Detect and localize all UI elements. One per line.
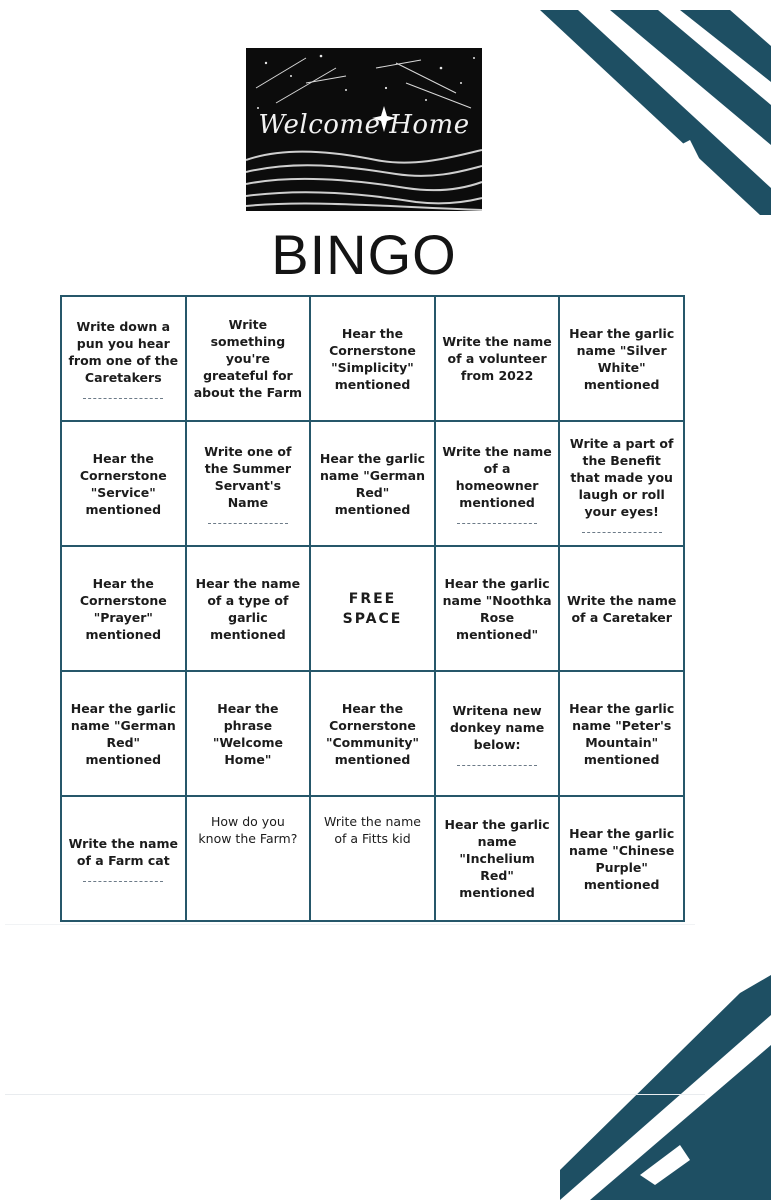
write-in-line bbox=[83, 398, 163, 399]
welcome-home-logo bbox=[246, 48, 482, 211]
scan-line bbox=[5, 1094, 705, 1095]
bingo-cell-text: Hear the Cornerstone "Service" mentioned bbox=[79, 450, 167, 517]
write-in-line bbox=[582, 532, 662, 533]
write-in-line bbox=[83, 881, 163, 882]
bingo-cell[interactable] bbox=[559, 671, 684, 796]
bingo-cell[interactable] bbox=[61, 546, 186, 671]
bingo-cell-text: Write something you're greateful for about the Farm bbox=[193, 317, 303, 400]
bingo-cell[interactable] bbox=[559, 421, 684, 546]
bingo-cell-text: Write a part of the Benefit that made you laugh or roll your eyes! bbox=[569, 435, 674, 519]
bingo-cell-text: Hear the phrase "Welcome Home" bbox=[212, 700, 283, 767]
bingo-cell[interactable] bbox=[310, 796, 435, 921]
bingo-cell[interactable] bbox=[559, 546, 684, 671]
brush-stroke-decoration-top bbox=[540, 10, 771, 215]
bingo-cell-text: Hear the garlic name "Inchelium Red" mentioned bbox=[444, 817, 550, 900]
bingo-cell[interactable] bbox=[61, 796, 186, 921]
bingo-cell-text: Hear the Cornerstone "Prayer" mentioned bbox=[79, 575, 167, 642]
bingo-cell[interactable] bbox=[186, 671, 311, 796]
logo-text: Welcome Home bbox=[258, 110, 470, 140]
bingo-board bbox=[60, 295, 685, 922]
bingo-cell[interactable] bbox=[435, 546, 560, 671]
bingo-cell[interactable] bbox=[186, 296, 311, 421]
bingo-cell-text: Write the name of a homeowner mentioned bbox=[442, 444, 552, 510]
bingo-cell[interactable] bbox=[61, 296, 186, 421]
bingo-cell-text: Hear the garlic name "Noothka Rose mentioned" bbox=[442, 575, 552, 642]
bingo-cell-text: Write the name of a Farm cat bbox=[68, 836, 178, 868]
bingo-cell[interactable] bbox=[310, 421, 435, 546]
bingo-cell-text: Hear the garlic name "German Red" mentioned bbox=[70, 700, 176, 767]
bingo-cell[interactable] bbox=[310, 671, 435, 796]
scan-line bbox=[5, 924, 695, 925]
bingo-cell-text: Write down a pun you hear from one of the Caretakers bbox=[68, 319, 179, 385]
bingo-cell-text: Write the name of a volunteer from 2022 bbox=[442, 334, 552, 383]
bingo-cell[interactable] bbox=[435, 421, 560, 546]
brush-stroke-decoration-bottom bbox=[560, 975, 771, 1200]
bingo-cell[interactable] bbox=[310, 296, 435, 421]
bingo-cell-text: Hear the name of a type of garlic mentioned bbox=[195, 575, 301, 642]
bingo-cell[interactable] bbox=[559, 796, 684, 921]
bingo-cell-text: Write one of the Summer Servant's Name bbox=[204, 444, 292, 510]
write-in-line bbox=[457, 523, 537, 524]
bingo-cell[interactable] bbox=[559, 296, 684, 421]
bingo-cell-text: Write the name of a Caretaker bbox=[567, 592, 677, 625]
bingo-cell[interactable] bbox=[435, 296, 560, 421]
bingo-cell[interactable] bbox=[61, 421, 186, 546]
bingo-cell-text: Hear the garlic name "Chinese Purple" mentioned bbox=[569, 825, 675, 892]
write-in-line bbox=[208, 523, 288, 524]
bingo-cell-text: Hear the Cornerstone "Community" mentioned bbox=[325, 700, 420, 767]
bingo-cell-text: Hear the Cornerstone "Simplicity" mentioned bbox=[329, 325, 416, 392]
bingo-cell-text: How do you know the Farm? bbox=[198, 814, 298, 846]
bingo-cell[interactable] bbox=[186, 796, 311, 921]
bingo-cell[interactable] bbox=[435, 796, 560, 921]
bingo-cell[interactable] bbox=[186, 546, 311, 671]
page-title: BINGO bbox=[271, 223, 457, 286]
bingo-cell-text: FREE SPACE bbox=[342, 590, 403, 627]
bingo-cell-text: Hear the garlic name "German Red" mentioned bbox=[319, 450, 426, 517]
bingo-cell-text: Hear the garlic name "Peter's Mountain" mentioned bbox=[569, 700, 675, 767]
bingo-cell-text: Write the name of a Fitts kid bbox=[324, 814, 421, 846]
bingo-cell[interactable] bbox=[186, 421, 311, 546]
bingo-cell[interactable] bbox=[435, 671, 560, 796]
bingo-cell-text: Hear the garlic name "Silver White" mentioned bbox=[569, 325, 675, 392]
write-in-line bbox=[457, 765, 537, 766]
bingo-cell-text: Writena new donkey name below: bbox=[449, 702, 545, 752]
bingo-cell[interactable] bbox=[61, 671, 186, 796]
free-space-cell[interactable] bbox=[310, 546, 435, 671]
